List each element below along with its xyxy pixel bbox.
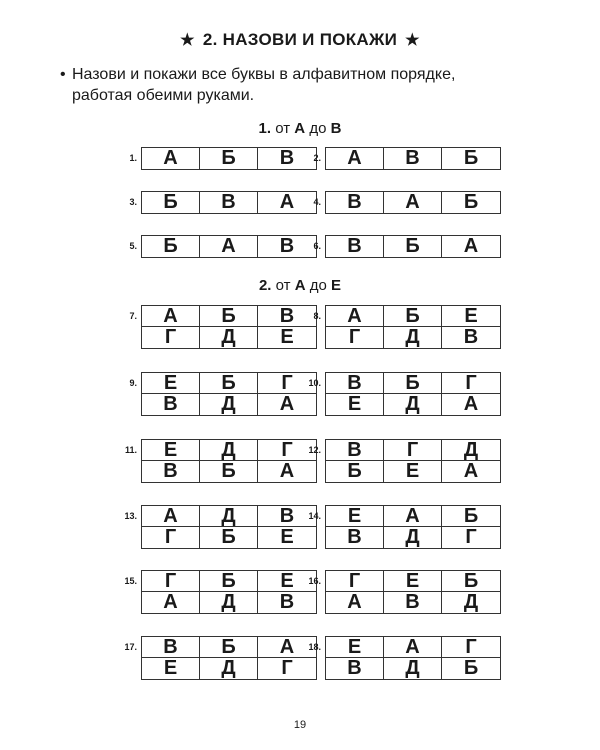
letter-cell: Д bbox=[384, 394, 442, 415]
letter-grid bbox=[141, 636, 317, 680]
exercise-item bbox=[313, 147, 501, 170]
title-text: 2. НАЗОВИ И ПОКАЖИ bbox=[202, 30, 398, 49]
letter-cell: А bbox=[384, 506, 442, 527]
letter-grid bbox=[141, 147, 317, 170]
exercise-number: 3. bbox=[129, 197, 137, 207]
letter-cell: Б bbox=[142, 192, 200, 213]
letter-grid bbox=[325, 191, 501, 214]
letter-grid bbox=[325, 147, 501, 170]
section-1-number: 1. bbox=[258, 120, 272, 137]
letter-cell: Е bbox=[280, 526, 294, 548]
exercise-number: 14. bbox=[308, 511, 321, 521]
letter-cell: В bbox=[200, 192, 258, 213]
letter-grid bbox=[141, 570, 317, 614]
letter-cell: Д bbox=[200, 394, 258, 415]
letter-cell: Д bbox=[200, 506, 258, 527]
letter-cell: В bbox=[258, 506, 316, 527]
letter-grid bbox=[141, 235, 317, 258]
letter-cell: А bbox=[142, 506, 200, 527]
letter-cell: В bbox=[142, 394, 200, 415]
letter-grid bbox=[141, 191, 317, 214]
letter-grid bbox=[325, 570, 501, 614]
letter-cell: А bbox=[142, 306, 200, 327]
exercise-item bbox=[313, 191, 501, 214]
letter-cell: А bbox=[384, 192, 442, 213]
letter-cell: Е bbox=[258, 571, 316, 592]
section-2-letter-b: Е bbox=[331, 277, 342, 294]
exercise-number: 9. bbox=[129, 378, 137, 388]
star-icon: ★ bbox=[180, 32, 195, 49]
exercise-item bbox=[129, 305, 317, 349]
exercise-number: 4. bbox=[313, 197, 321, 207]
exercise-item bbox=[124, 570, 317, 614]
exercise-number: 12. bbox=[308, 445, 321, 455]
letter-cell: В bbox=[279, 147, 295, 169]
letter-cell: Б bbox=[463, 657, 479, 679]
letter-cell: В bbox=[326, 192, 384, 213]
letter-cell: А bbox=[142, 148, 200, 169]
letter-cell: А bbox=[279, 191, 295, 213]
letter-cell: Д bbox=[384, 658, 442, 679]
exercise-number: 5. bbox=[129, 241, 137, 251]
letter-cell: Г bbox=[326, 327, 384, 348]
letter-cell: Г bbox=[442, 373, 500, 394]
letter-cell: А bbox=[463, 460, 479, 482]
exercise-number: 6. bbox=[313, 241, 321, 251]
letter-cell: Г bbox=[281, 657, 293, 679]
instruction-line-2: работая обеими руками. bbox=[72, 87, 255, 104]
letter-cell: Д bbox=[200, 440, 258, 461]
letter-cell: Г bbox=[142, 327, 200, 348]
exercise-number: 10. bbox=[308, 378, 321, 388]
letter-cell: В bbox=[142, 461, 200, 482]
letter-cell: А bbox=[326, 148, 384, 169]
exercise-item bbox=[313, 305, 501, 349]
letter-cell: А bbox=[258, 637, 316, 658]
letter-cell: Б bbox=[200, 527, 258, 548]
letter-cell: Е bbox=[326, 394, 384, 415]
letter-cell: Е bbox=[384, 571, 442, 592]
star-icon: ★ bbox=[405, 32, 420, 49]
letter-cell: Е bbox=[326, 637, 384, 658]
section-2-letter-a: А bbox=[294, 277, 306, 294]
exercise-number: 15. bbox=[124, 576, 137, 586]
letter-cell: Е bbox=[142, 373, 200, 394]
exercise-item bbox=[308, 439, 501, 483]
page-number: 19 bbox=[293, 719, 307, 731]
letter-cell: А bbox=[279, 393, 295, 415]
exercise-item bbox=[129, 372, 317, 416]
letter-cell: В bbox=[142, 637, 200, 658]
letter-cell: В bbox=[326, 236, 384, 257]
exercise-number: 11. bbox=[124, 445, 137, 455]
letter-cell: Г bbox=[442, 637, 500, 658]
letter-cell: Е bbox=[280, 326, 294, 348]
letter-cell: Б bbox=[463, 191, 479, 213]
instruction-line-1: Назови и покажи все буквы в алфавитном порядке, bbox=[72, 66, 456, 83]
section-1-letter-b: В bbox=[330, 120, 342, 137]
exercise-item bbox=[124, 636, 317, 680]
section-2-from: от bbox=[275, 277, 291, 294]
letter-grid bbox=[325, 235, 501, 258]
letter-cell: Б bbox=[442, 571, 500, 592]
exercise-item bbox=[308, 570, 501, 614]
letter-grid bbox=[325, 636, 501, 680]
letter-grid bbox=[325, 305, 501, 349]
letter-cell: Б bbox=[200, 306, 258, 327]
section-1-from: от bbox=[275, 120, 291, 137]
letter-cell: Б bbox=[200, 148, 258, 169]
letter-cell: Б bbox=[326, 461, 384, 482]
letter-cell: Е bbox=[142, 658, 200, 679]
section-1-letter-a: А bbox=[294, 120, 306, 137]
letter-cell: В bbox=[326, 527, 384, 548]
letter-cell: Б bbox=[463, 147, 479, 169]
exercise-item bbox=[308, 636, 501, 680]
letter-cell: В bbox=[326, 658, 384, 679]
letter-grid bbox=[141, 505, 317, 549]
letter-cell: Б bbox=[200, 373, 258, 394]
letter-cell: В bbox=[326, 440, 384, 461]
section-2-heading bbox=[0, 277, 600, 294]
letter-grid bbox=[141, 372, 317, 416]
letter-cell: В bbox=[326, 373, 384, 394]
exercise-number: 8. bbox=[313, 311, 321, 321]
exercise-number: 16. bbox=[308, 576, 321, 586]
letter-cell: Г bbox=[142, 527, 200, 548]
letter-cell: Г bbox=[258, 440, 316, 461]
letter-cell: Д bbox=[463, 591, 479, 613]
letter-grid bbox=[141, 439, 317, 483]
bullet-icon: • bbox=[60, 66, 66, 83]
exercise-item bbox=[313, 235, 501, 258]
letter-cell: В bbox=[258, 306, 316, 327]
letter-cell: А bbox=[279, 460, 295, 482]
letter-cell: Е bbox=[442, 306, 500, 327]
exercise-item bbox=[124, 439, 317, 483]
exercise-number: 2. bbox=[313, 153, 321, 163]
letter-cell: Д bbox=[442, 440, 500, 461]
exercise-number: 1. bbox=[129, 153, 137, 163]
letter-cell: Г bbox=[142, 571, 200, 592]
letter-cell: А bbox=[463, 393, 479, 415]
letter-cell: Б bbox=[384, 306, 442, 327]
letter-cell: Б bbox=[384, 373, 442, 394]
letter-cell: Д bbox=[384, 527, 442, 548]
exercise-item bbox=[129, 147, 317, 170]
exercise-number: 17. bbox=[124, 642, 137, 652]
letter-cell: А bbox=[463, 235, 479, 257]
letter-cell: Б bbox=[384, 236, 442, 257]
letter-cell: Б bbox=[200, 637, 258, 658]
letter-cell: Б bbox=[142, 236, 200, 257]
exercise-number: 18. bbox=[308, 642, 321, 652]
section-1-heading bbox=[0, 120, 600, 137]
letter-cell: В bbox=[279, 591, 295, 613]
exercise-item bbox=[129, 191, 317, 214]
section-2-to: до bbox=[309, 277, 327, 294]
instruction bbox=[60, 64, 530, 106]
letter-cell: Е bbox=[142, 440, 200, 461]
exercise-item bbox=[129, 235, 317, 258]
letter-cell: Г bbox=[326, 571, 384, 592]
letter-cell: В bbox=[384, 148, 442, 169]
letter-cell: Г bbox=[384, 440, 442, 461]
letter-cell: В bbox=[279, 235, 295, 257]
letter-cell: В bbox=[384, 592, 442, 613]
letter-cell: Б bbox=[200, 571, 258, 592]
letter-cell: А bbox=[384, 637, 442, 658]
letter-cell: Б bbox=[200, 461, 258, 482]
exercise-item bbox=[124, 505, 317, 549]
letter-cell: Б bbox=[442, 506, 500, 527]
letter-cell: Е bbox=[384, 461, 442, 482]
letter-cell: А bbox=[200, 236, 258, 257]
exercise-number: 7. bbox=[129, 311, 137, 321]
letter-cell: Е bbox=[326, 506, 384, 527]
letter-cell: А bbox=[326, 306, 384, 327]
letter-cell: В bbox=[463, 326, 479, 348]
letter-cell: Г bbox=[258, 373, 316, 394]
exercise-item bbox=[308, 372, 501, 416]
letter-cell: А bbox=[326, 592, 384, 613]
letter-cell: Г bbox=[465, 526, 477, 548]
exercise-item bbox=[308, 505, 501, 549]
exercise-number: 13. bbox=[124, 511, 137, 521]
letter-cell: А bbox=[142, 592, 200, 613]
letter-grid bbox=[325, 439, 501, 483]
letter-cell: Д bbox=[200, 658, 258, 679]
page-title bbox=[0, 30, 600, 50]
letter-grid bbox=[325, 505, 501, 549]
letter-grid bbox=[141, 305, 317, 349]
letter-cell: Д bbox=[200, 327, 258, 348]
letter-cell: Д bbox=[384, 327, 442, 348]
section-2-number: 2. bbox=[258, 277, 272, 294]
letter-grid bbox=[325, 372, 501, 416]
letter-cell: Д bbox=[200, 592, 258, 613]
section-1-to: до bbox=[309, 120, 327, 137]
